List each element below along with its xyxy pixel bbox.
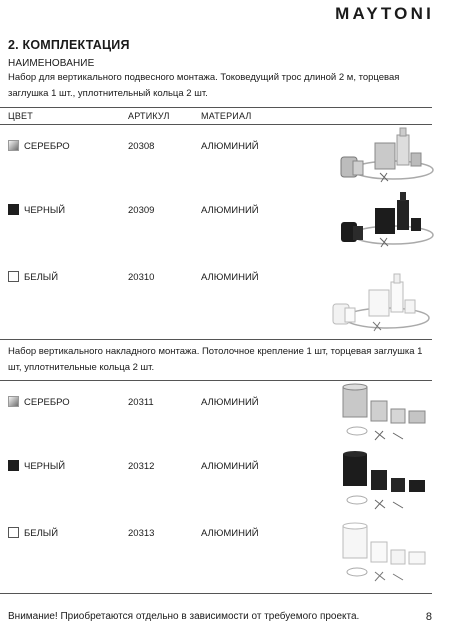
kit1-bottom-rule <box>0 339 432 340</box>
color-cell: БЕЛЫЙ <box>24 272 59 283</box>
material-cell: АЛЮМИНИЙ <box>201 461 259 472</box>
footer-note: Внимание! Приобретаются отдельно в зависимости от требуемого проекта. <box>8 611 360 622</box>
article-cell: 20311 <box>128 397 154 408</box>
black-swatch <box>8 204 19 215</box>
article-cell: 20312 <box>128 461 155 472</box>
kit-20312-image <box>335 448 435 514</box>
section-title: 2. КОМПЛЕКТАЦИЯ <box>8 38 130 52</box>
article-cell: 20313 <box>128 528 155 539</box>
color-cell: БЕЛЫЙ <box>24 528 59 539</box>
kit-20308-image <box>335 125 435 187</box>
material-cell: АЛЮМИНИЙ <box>201 272 259 283</box>
silver-swatch <box>8 396 19 407</box>
color-cell: СЕРЕБРО <box>24 397 70 408</box>
kit-20311-image <box>335 383 435 447</box>
material-cell: АЛЮМИНИЙ <box>201 141 259 152</box>
white-swatch <box>8 527 19 538</box>
kit1-description: Набор для вертикального подвесного монтажа. Токоведущий трос длиной 2 м, торцевая заглушка 1 шт., уплотнительный кольца 2 шт. <box>8 72 400 99</box>
black-swatch <box>8 460 19 471</box>
material-cell: АЛЮМИНИЙ <box>201 397 259 408</box>
kit-20313-image <box>335 518 435 584</box>
material-cell: АЛЮМИНИЙ <box>201 528 259 539</box>
kit-20310-image <box>325 270 435 334</box>
article-cell: 20310 <box>128 272 155 283</box>
article-cell: 20308 <box>128 141 155 152</box>
header-material: МАТЕРИАЛ <box>201 111 252 121</box>
page-number: 8 <box>425 611 432 623</box>
kit2-description: Набор вертикального накладного монтажа. Потолочное крепление 1 шт, торцевая заглушка 1 шт, уплотнительные кольца 2 шт. <box>8 346 423 373</box>
white-swatch <box>8 271 19 282</box>
subtitle: НАИМЕНОВАНИЕ <box>8 58 95 69</box>
material-cell: АЛЮМИНИЙ <box>201 205 259 216</box>
silver-swatch <box>8 140 19 151</box>
kit2-top-rule <box>0 380 432 381</box>
color-cell: СЕРЕБРО <box>24 141 70 152</box>
table-bottom-rule <box>0 593 432 594</box>
kit-20309-image <box>335 188 435 250</box>
color-cell: ЧЕРНЫЙ <box>24 461 66 472</box>
table-top-rule <box>0 107 432 108</box>
article-cell: 20309 <box>128 205 155 216</box>
color-cell: ЧЕРНЫЙ <box>24 205 66 216</box>
header-color: ЦВЕТ <box>8 111 33 121</box>
header-article: АРТИКУЛ <box>128 111 170 121</box>
brand-logo: MAYTONI <box>335 4 434 23</box>
